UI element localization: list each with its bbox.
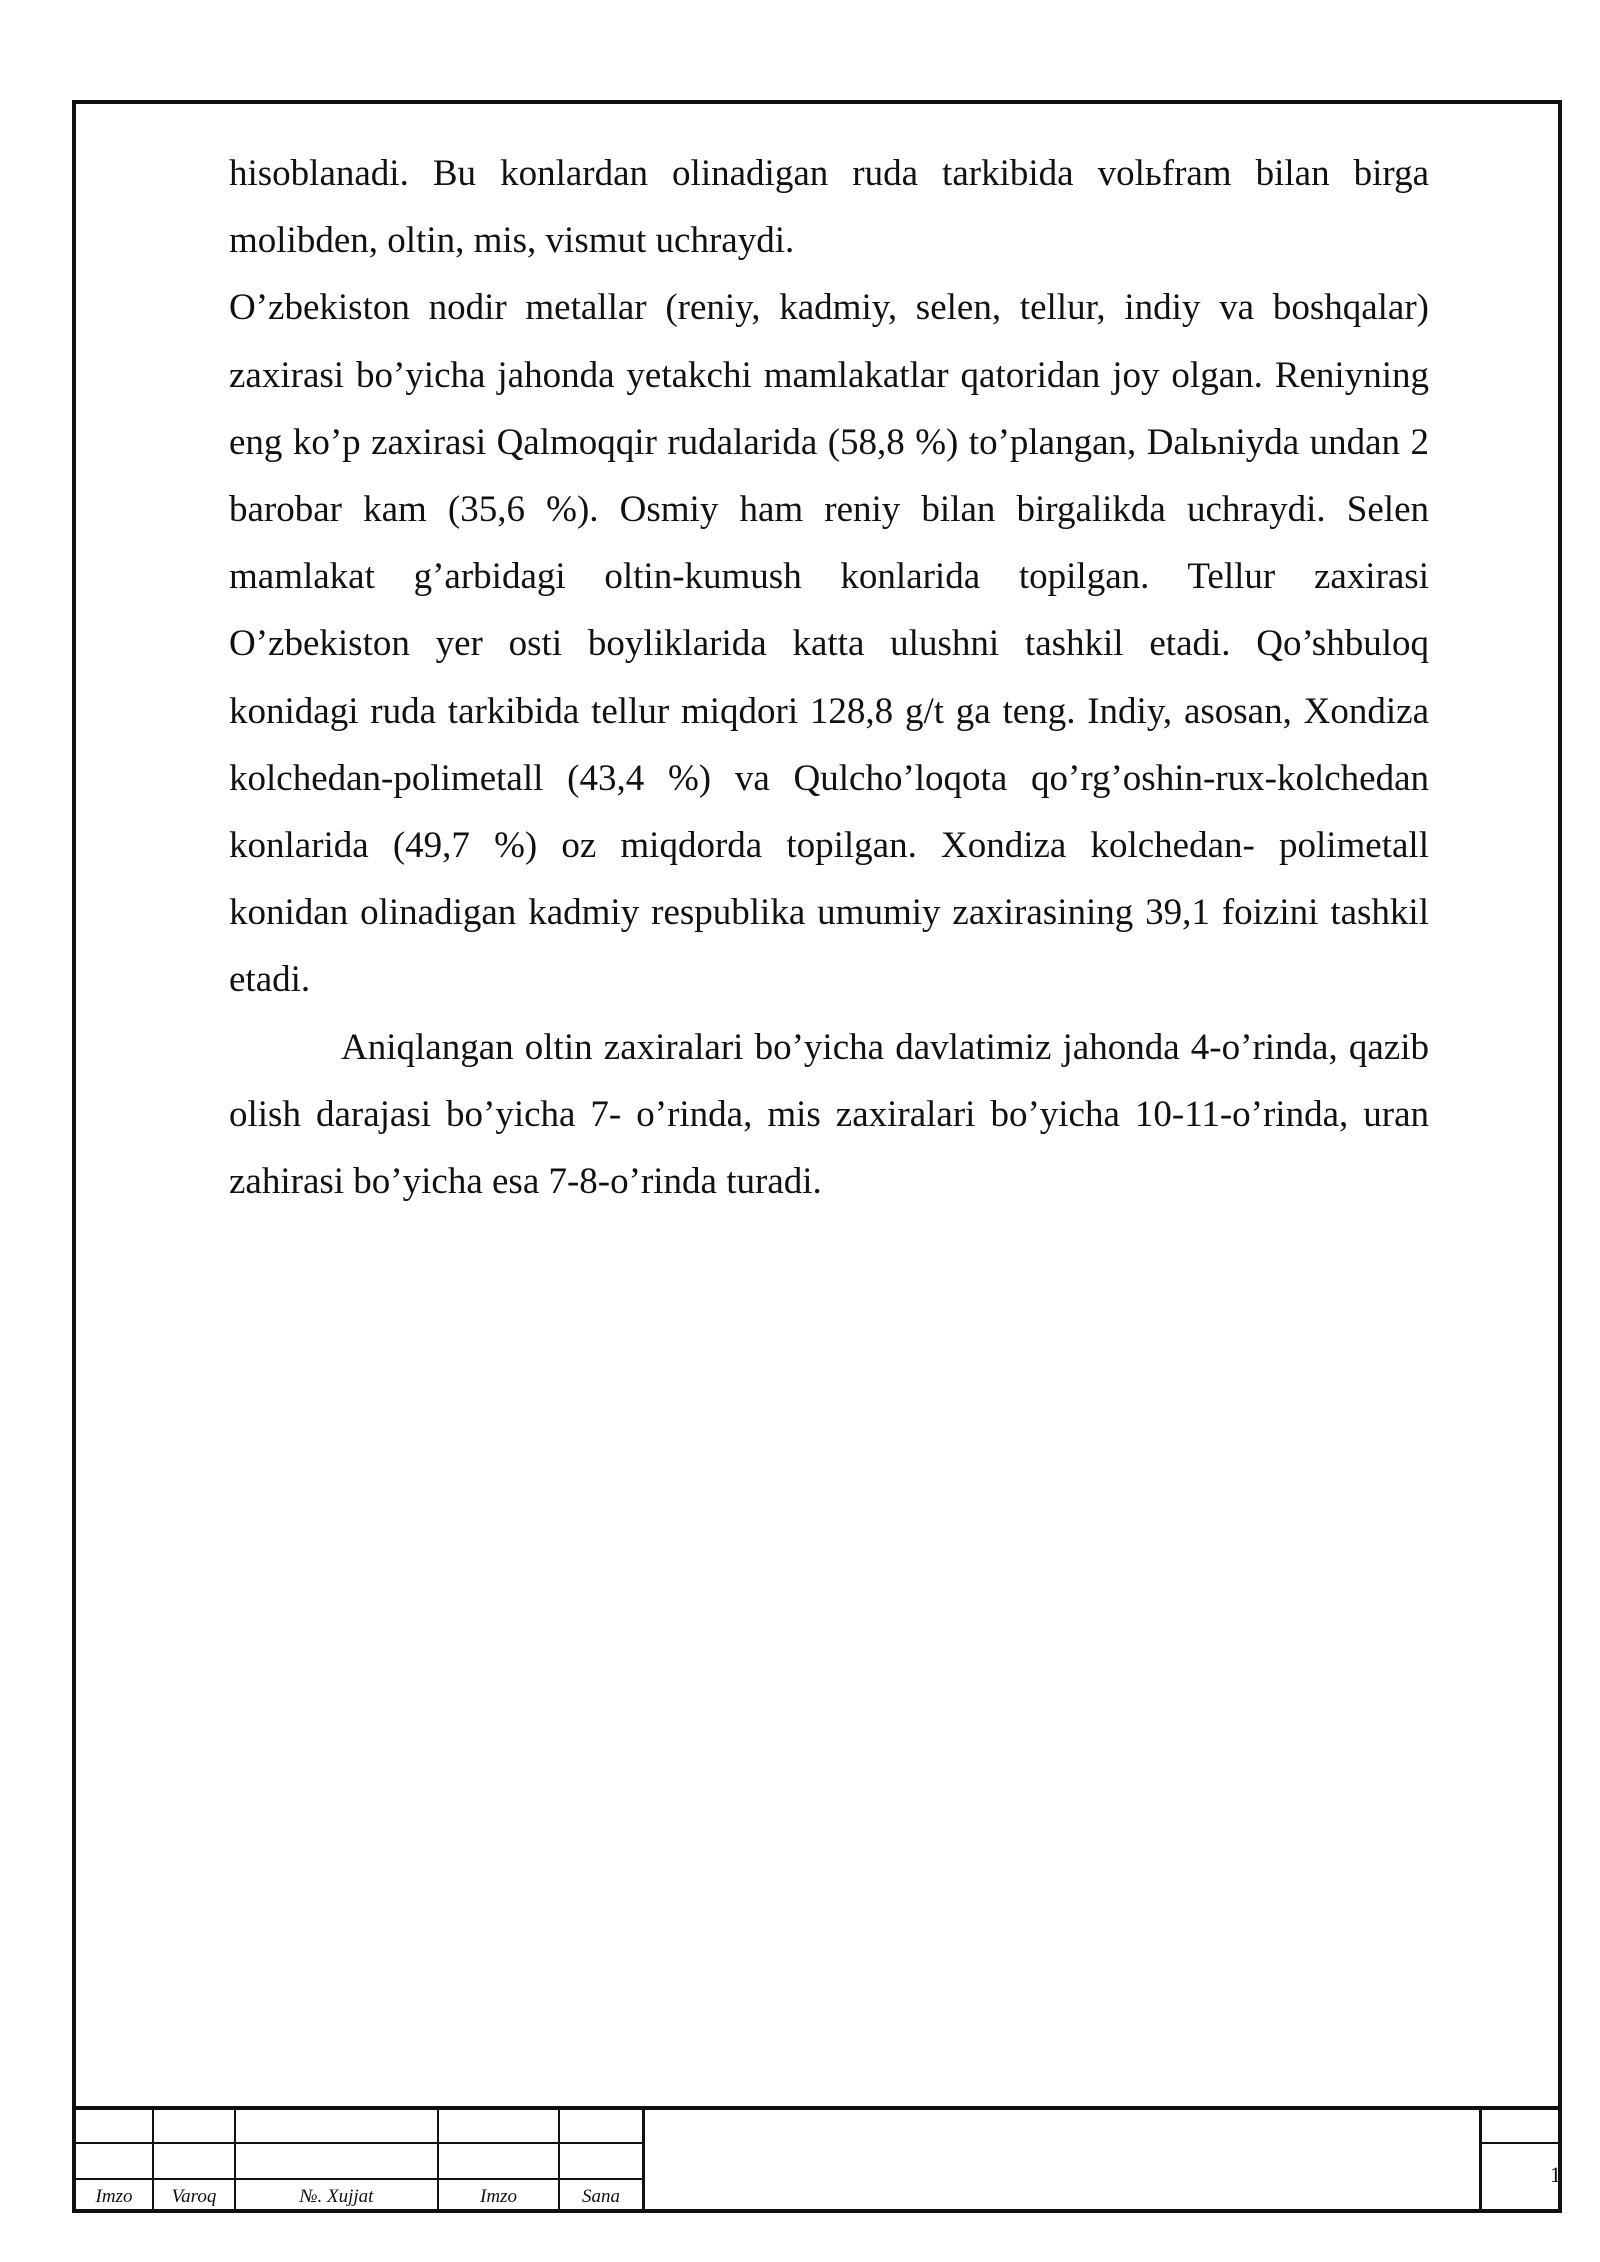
stamp-label-varoq: Varoq xyxy=(171,2186,217,2207)
stamp-right-row-line xyxy=(1480,2142,1562,2144)
stamp-label-imzo-1: Imzo xyxy=(95,2186,133,2207)
paragraph-3: Aniqlangan oltin zaxiralari bo’yicha davlatimiz jahonda 4-o’rinda, qazib olish darajasi bo’yicha 7- o’rinda, mis zaxiralari bo’yicha 10-11-o’rinda, uran zahirasi bo’yicha esa 7-8-o’rinda turadi. xyxy=(229,1026,1429,1203)
paragraph-2: O’zbekiston nodir metallar (reniy, kadmiy, selen, tellur, indiy va boshqalar) zaxirasi bo’yicha jahonda yetakchi mamlakatlar qatoridan joy olgan. Reniyning eng ko’p zaxirasi Qalmoqqir rudalarida (58,8 %) to’plangan, Dalьniyda undan 2 barobar kam (35,6 %). Osmiy ham reniy bilan birgalikda uchraydi. Selen mamlakat g’arbidagi oltin-kumush konlarida topilgan. Tellur zaxirasi O’zbekiston yer osti boyliklarida katta ulushni tashkil etadi. Qo’shbuloq konidagi ruda tarkibida tellur miqdori 128,8 g/t ga teng. Indiy, asosan, Xondiza kolchedan-polimetall (43,4 %) va Qulcho’loqota qo’rg’oshin-rux-kolchedan konlarida (49,7 %) oz miqdorda topilgan. Xondiza kolchedan- polimetall konidan olinadigan kadmiy respublika umumiy zaxirasining 39,1 foizini tashkil etadi. xyxy=(229,287,1429,1001)
page-number: 1 xyxy=(1550,2162,1561,2187)
document-body xyxy=(229,140,1429,1215)
stamp-label-xujjat: №. Xujjat xyxy=(299,2186,374,2207)
stamp-col-line-6 xyxy=(1479,2106,1482,2213)
stamp-label-sana: Sana xyxy=(582,2186,620,2207)
stamp-top-line xyxy=(72,2106,1562,2110)
stamp-col-line-5 xyxy=(642,2106,645,2213)
stamp-label-imzo-2: Imzo xyxy=(480,2186,517,2207)
paragraph-1: hisoblanadi. Bu konlardan olinadigan ruda tarkibida volьfram bilan birga molibden, oltin, mis, vismut uchraydi. xyxy=(229,153,1429,262)
